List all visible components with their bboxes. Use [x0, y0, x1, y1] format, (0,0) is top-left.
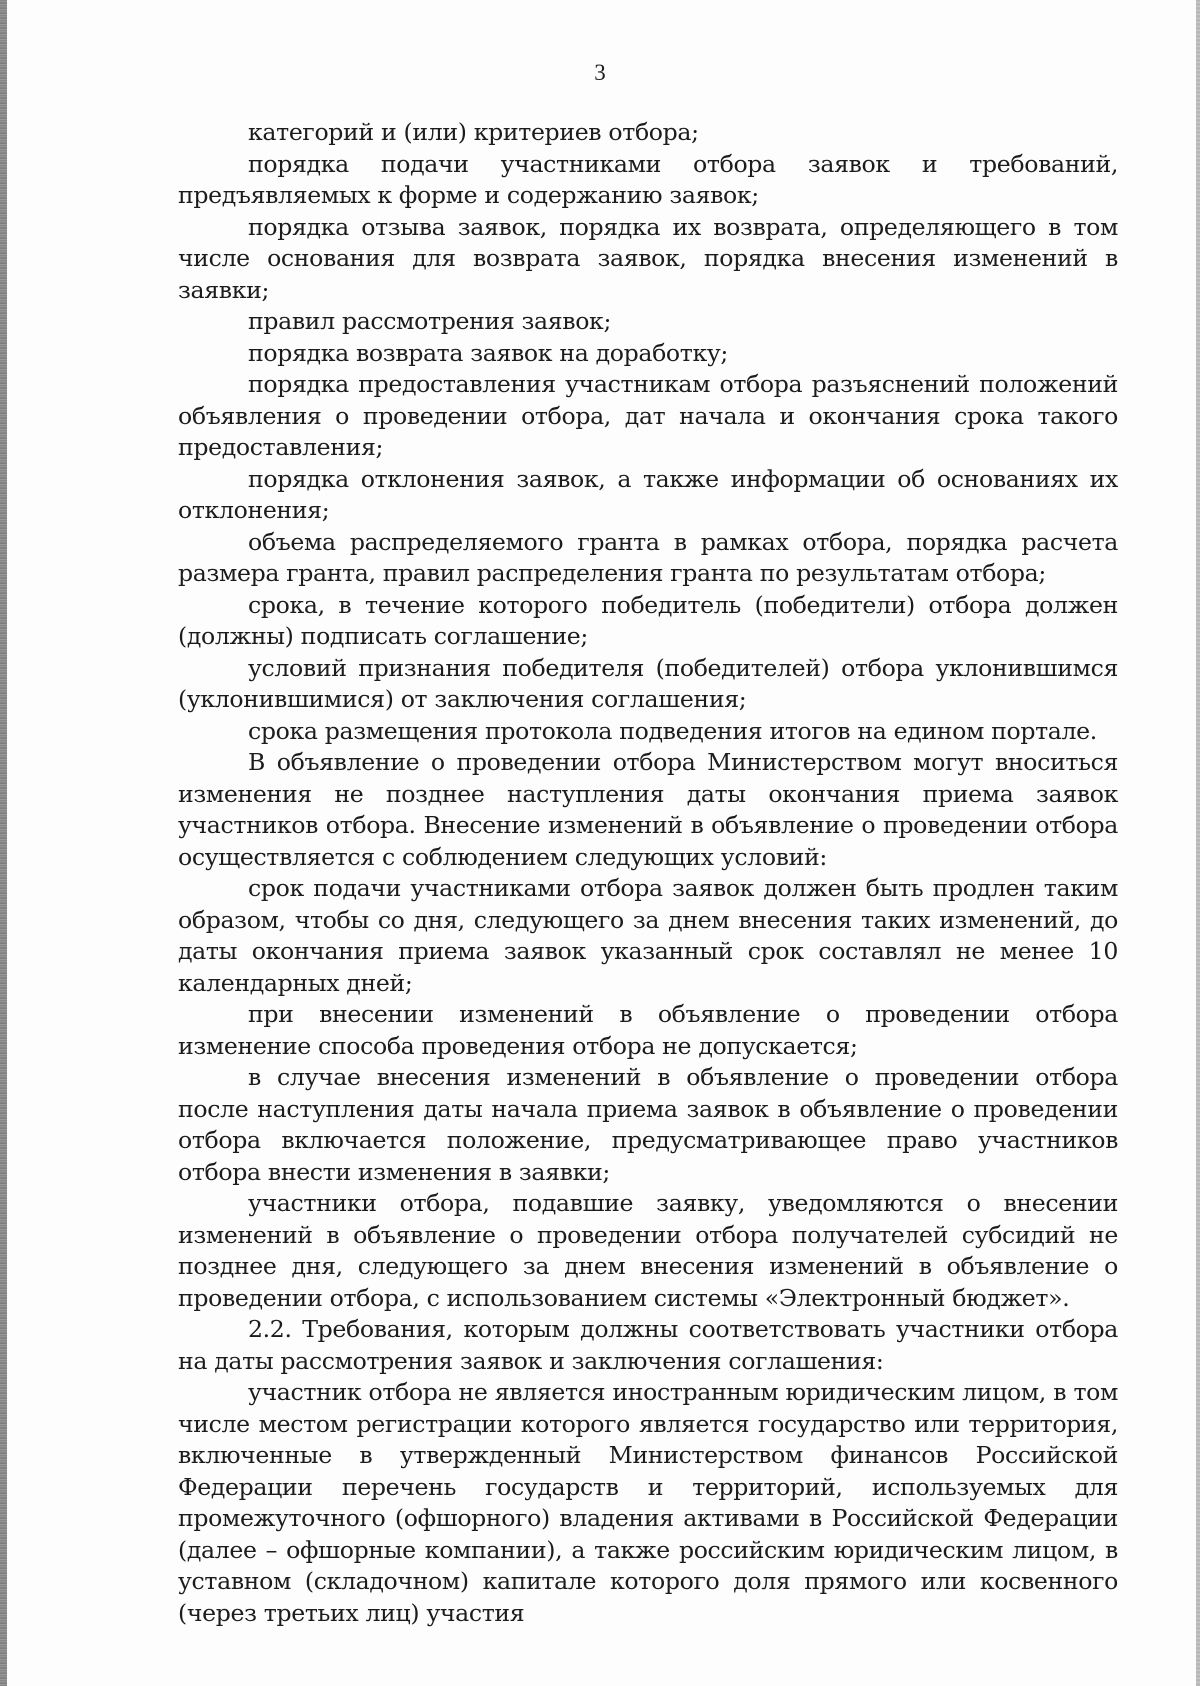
- paragraph: срока размещения протокола подведения итогов на едином портале.: [248, 716, 1097, 745]
- page-number: 3: [594, 60, 606, 85]
- paragraph: порядка возврата заявок на доработку;: [248, 338, 729, 367]
- document-body: [178, 117, 1118, 1629]
- paragraph: категорий и (или) критериев отбора;: [248, 118, 699, 146]
- scan-edge-left: [0, 0, 7, 1686]
- scan-edge-right: [1196, 0, 1200, 1686]
- paragraph: условий признания победителя (победителей) отбора уклонившимся (уклонившимися) от заключения соглашения;: [178, 653, 1118, 713]
- paragraph: при внесении изменений в объявление о проведении отбора изменение способа проведения отбора не допускается;: [178, 1000, 1118, 1060]
- paragraph: срок подачи участниками отбора заявок должен быть продлен таким образом, чтобы со дня, следующего за днем внесения таких изменений, до даты окончания приема заявок указанный срок составлял не менее 10 календарных дней;: [178, 874, 1118, 997]
- paragraph: срока, в течение которого победитель (победители) отбора должен (должны) подписать соглашение;: [178, 590, 1118, 650]
- paragraph: порядка подачи участниками отбора заявок и требований, предъявляемых к форме и содержанию заявок;: [178, 149, 1118, 209]
- paragraph: порядка отзыва заявок, порядка их возврата, определяющего в том числе основания для возврата заявок, порядка внесения изменений в заявки;: [178, 212, 1118, 304]
- section-heading-paragraph: 2.2. Требования, которым должны соответствовать участники отбора на даты рассмотрения заявок и заключения соглашения:: [178, 1315, 1118, 1375]
- paragraph: В объявление о проведении отбора Министерством могут вноситься изменения не позднее наступления даты окончания приема заявок участников отбора. Внесение изменений в объявление о проведении отбора осуществляется с соблюдением следующих условий:: [178, 748, 1118, 871]
- paragraph: порядка предоставления участникам отбора разъяснений положений объявления о проведении отбора, дат начала и окончания срока такого предоставления;: [178, 370, 1118, 461]
- paragraph: участники отбора, подавшие заявку, уведомляются о внесении изменений в объявление о проведении отбора получателей субсидий не позднее дня, следующего за днем внесения изменений в объявление о проведении отбора, с использованием системы «Электронный бюджет».: [178, 1189, 1118, 1312]
- paragraph: в случае внесения изменений в объявление о проведении отбора после наступления даты начала приема заявок в объявление о проведении отбора включается положение, предусматривающее право участников отбора внести изменения в заявки;: [178, 1063, 1118, 1186]
- paragraph: порядка отклонения заявок, а также информации об основаниях их отклонения;: [178, 464, 1118, 524]
- paragraph: объема распределяемого гранта в рамках отбора, порядка расчета размера гранта, правил распределения гранта по результатам отбора;: [178, 527, 1118, 587]
- paragraph: правил рассмотрения заявок;: [248, 307, 612, 335]
- paragraph: участник отбора не является иностранным юридическим лицом, в том числе местом регистрации которого является государство или территория, включенные в утвержденный Министерством финансов Российской Федерации перечень государств и территорий, используемых для промежуточного (офшорного) владения активами в Российской Федерации (далее – офшорные компании), а также российским юридическим лицом, в уставном (складочном) капитале которого доля прямого или косвенного (через третьих лиц) участия: [178, 1378, 1118, 1627]
